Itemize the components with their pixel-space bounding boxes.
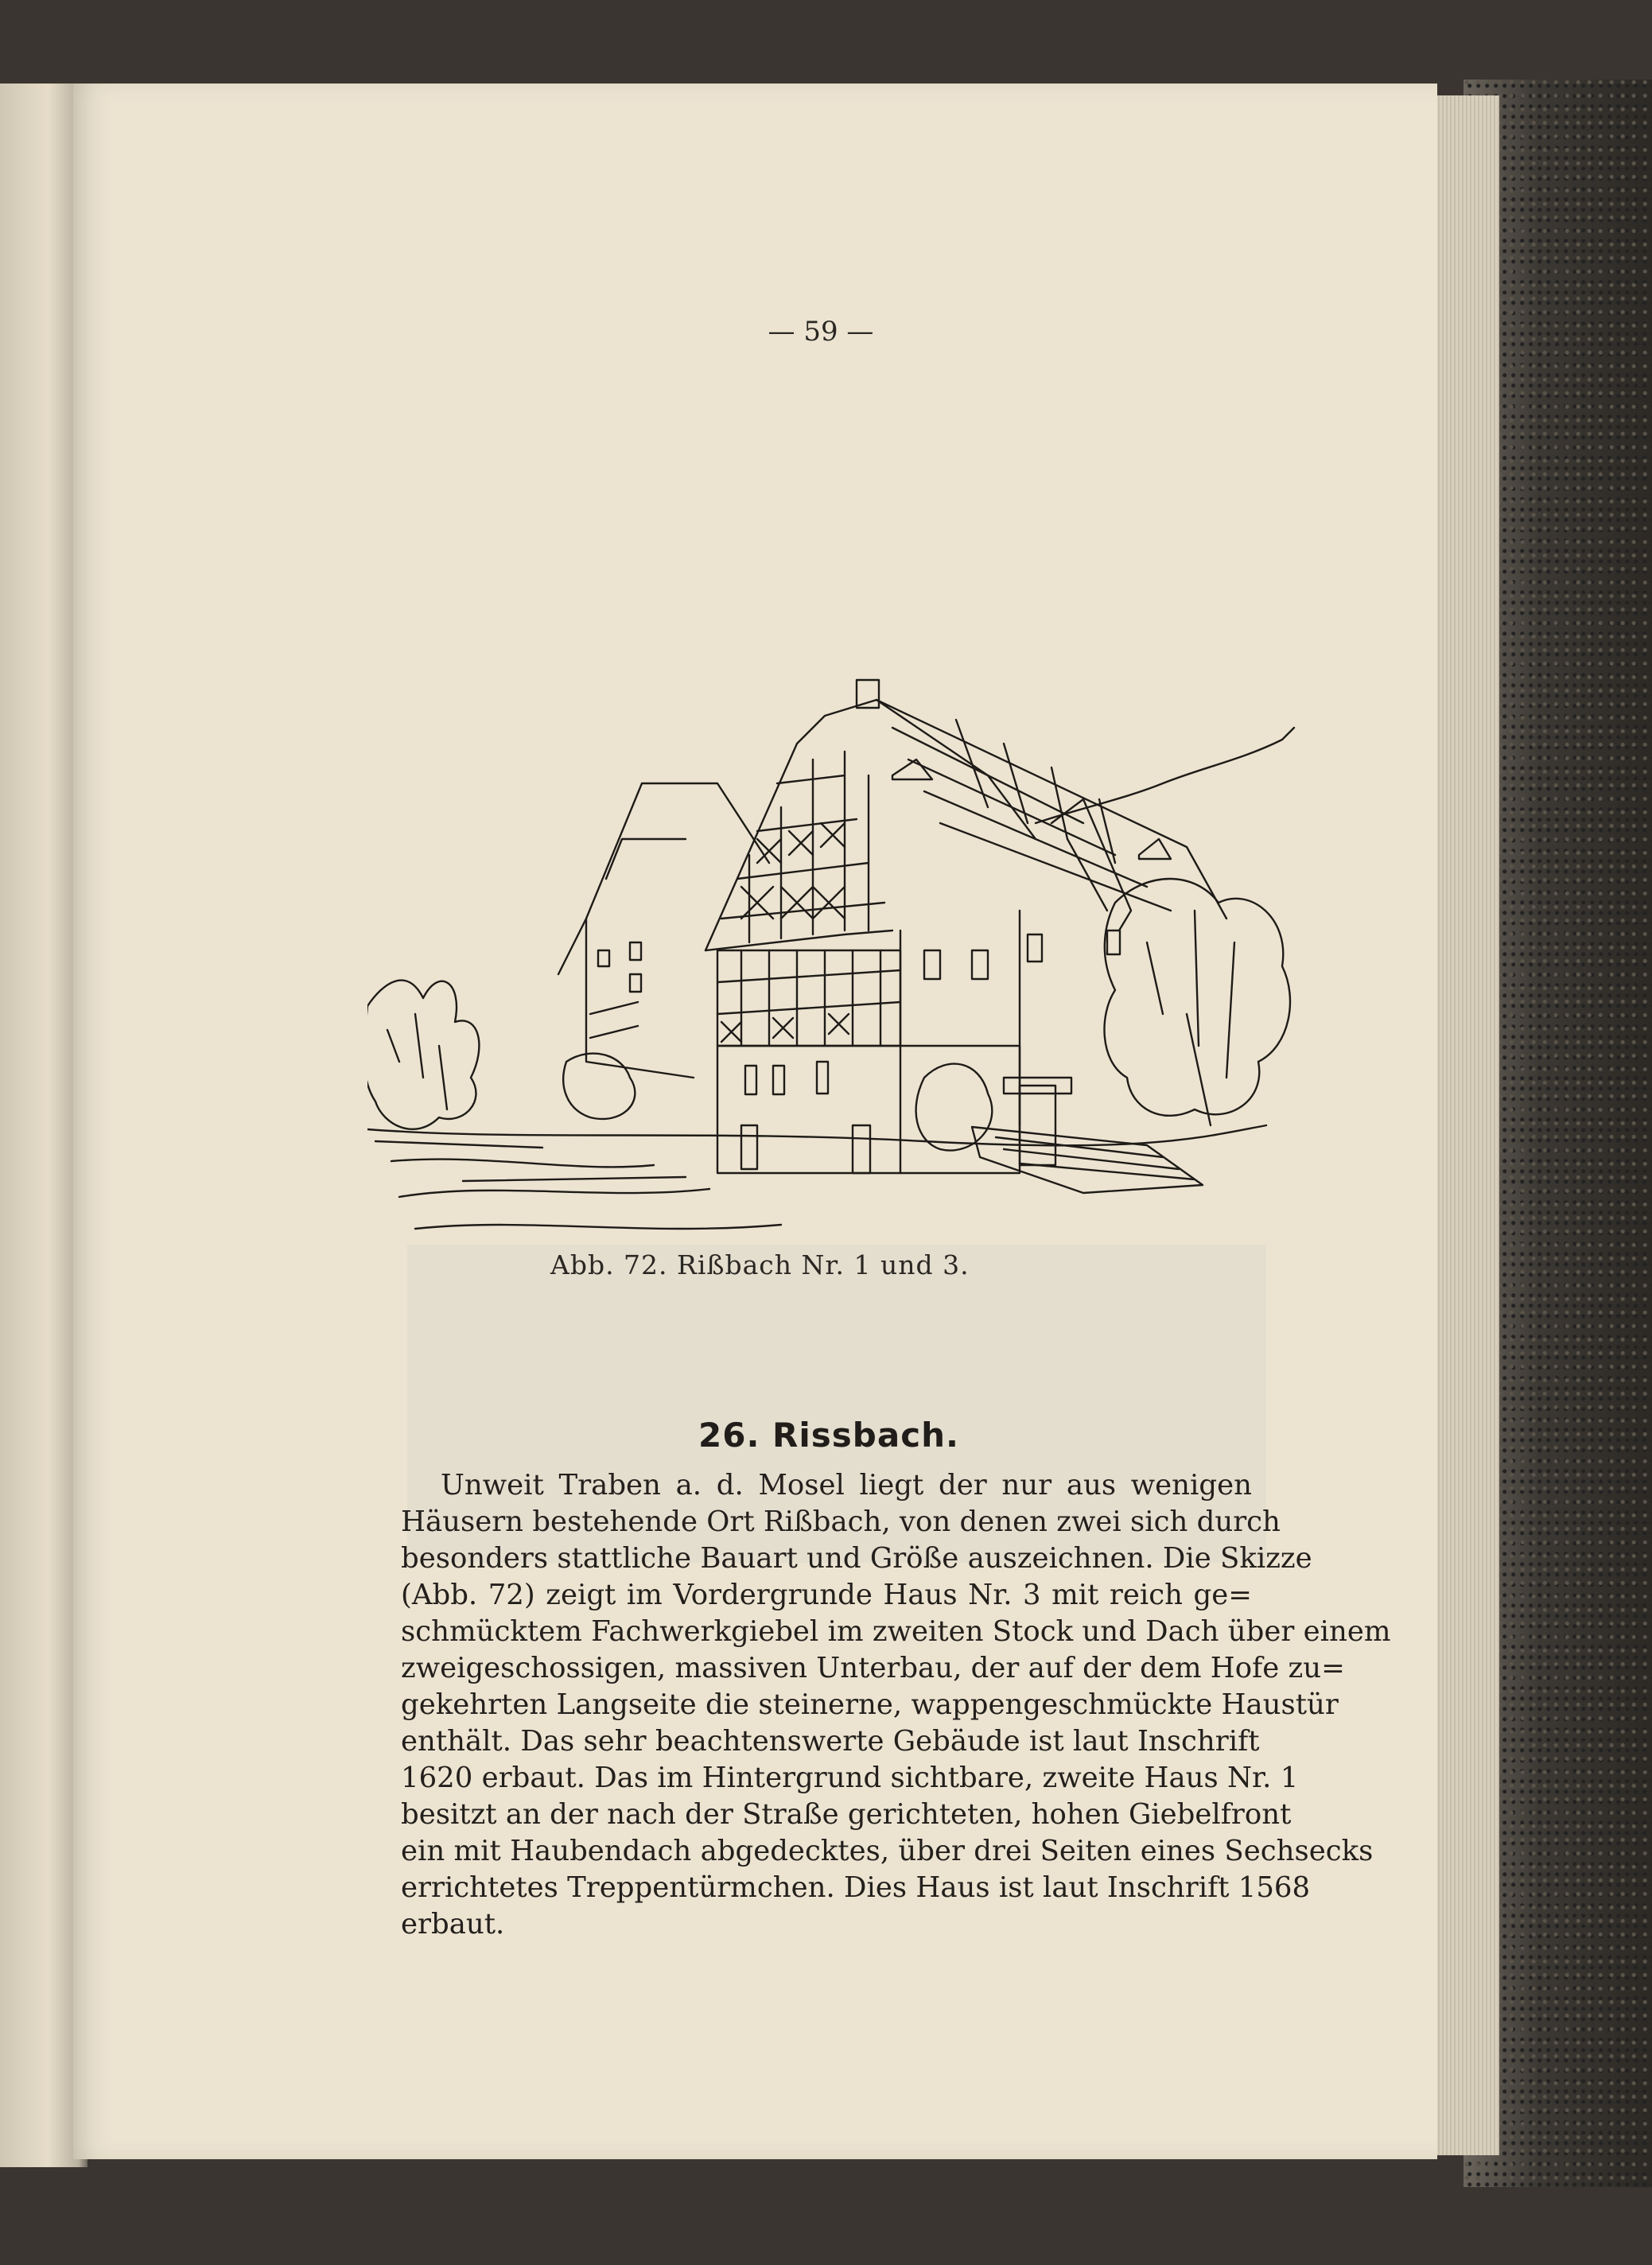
page-number: — 59 — — [768, 316, 874, 348]
section-heading: 26. Rissbach. — [698, 1416, 959, 1455]
body-line: zweigeschossigen, massiven Unterbau, der auf der dem Hofe zu= — [401, 1652, 1345, 1684]
body-line: besitzt an der nach der Straße gerichteten, hohen Giebelfront — [401, 1798, 1292, 1831]
section-body — [401, 1467, 1391, 1943]
body-line: 1620 erbaut. Das im Hintergrund sichtbare, zweite Haus Nr. 1 — [401, 1762, 1299, 1794]
figure-caption: Abb. 72. Rißbach Nr. 1 und 3. — [550, 1249, 970, 1280]
body-line: (Abb. 72) zeigt im Vordergrunde Haus Nr. 3 mit reich ge= — [401, 1579, 1252, 1611]
body-line: erbaut. — [401, 1908, 505, 1941]
book-page — [73, 84, 1437, 2159]
body-line: enthält. Das sehr beachtenswerte Gebäude ist laut Inschrift — [401, 1725, 1260, 1758]
body-line: Häusern bestehende Ort Rißbach, von denen zwei sich durch — [401, 1505, 1281, 1538]
body-line: gekehrten Langseite die steinerne, wappengeschmückte Haustür — [401, 1688, 1339, 1721]
body-line: Unweit Traben a. d. Mosel liegt der nur aus wenigen — [441, 1469, 1252, 1502]
half-timbered-houses-drawing — [367, 569, 1298, 1253]
page-stack-edge — [1428, 95, 1499, 2155]
body-line: errichtetes Treppentürmchen. Dies Haus ist laut Inschrift 1568 — [401, 1871, 1311, 1904]
body-line: ein mit Haubendach abgedecktes, über drei Seiten eines Sechsecks — [401, 1835, 1374, 1867]
body-line: schmücktem Fachwerkgiebel im zweiten Stock und Dach über einem — [401, 1615, 1391, 1648]
body-line: besonders stattliche Bauart und Größe auszeichnen. Die Skizze — [401, 1542, 1312, 1575]
